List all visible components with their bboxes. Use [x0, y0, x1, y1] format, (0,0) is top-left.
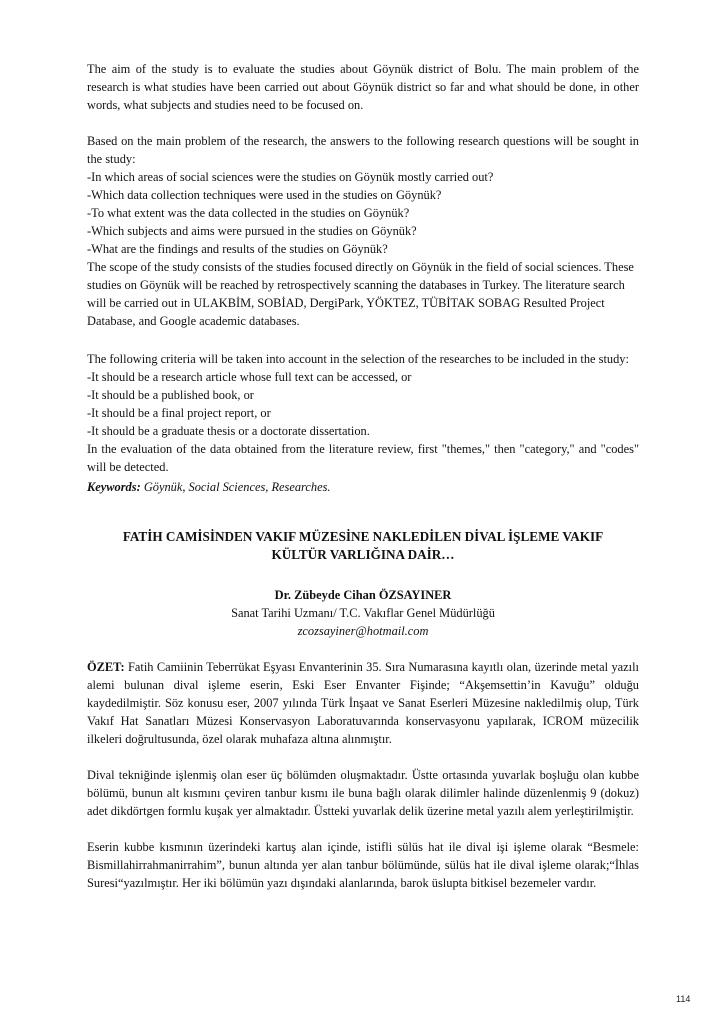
research-questions-intro: Based on the main problem of the research, the answers to the following research questions will be sought in the study:: [87, 134, 639, 166]
author-block: [87, 586, 639, 640]
list-item: -It should be a final project report, or: [87, 406, 271, 420]
research-questions-list: [87, 168, 639, 258]
ozet-paragraph-1: [87, 658, 639, 748]
list-item: -In which areas of social sciences were the studies on Göynük mostly carried out?: [87, 170, 494, 184]
list-item: -It should be a graduate thesis or a doctorate dissertation.: [87, 424, 370, 438]
scope-paragraph: The scope of the study consists of the studies focused directly on Göynük in the field of social sciences. These studies on Göynük will be reached by retrospectively scanning the databases in Turkey. The literature search will be carried out in ULAKBİM, SOBİAD, DergiPark, YÖKTEZ, TÜBİTAK SOBAG Resulted Project Database, and Google academic databases.: [87, 260, 634, 328]
page-number: 114: [676, 994, 691, 1004]
list-item: -To what extent was the data collected in the studies on Göynük?: [87, 206, 410, 220]
article-title-line-2: KÜLTÜR VARLIĞINA DAİR…: [271, 547, 455, 562]
criteria-intro: The following criteria will be taken into account in the selection of the researches to be included in the study:: [87, 352, 629, 366]
list-item: -Which subjects and aims were pursued in the studies on Göynük?: [87, 224, 417, 238]
list-item: -What are the findings and results of the studies on Göynük?: [87, 242, 388, 256]
author-name: Dr. Zübeyde Cihan ÖZSAYINER: [274, 588, 452, 602]
ozet-label: ÖZET:: [87, 660, 125, 674]
list-item: -It should be a research article whose full text can be accessed, or: [87, 370, 412, 384]
author-affiliation: Sanat Tarihi Uzmanı/ T.C. Vakıflar Genel Müdürlüğü: [231, 606, 495, 620]
ozet-text-1: Fatih Camiinin Teberrükat Eşyası Envanterinin 35. Sıra Numarasına kayıtlı olan, üzerinde metal yazılı alemi bulunan dival işleme eserin, Eski Eser Envanter Fişinde; “Akşemsettin’in Kavuğu” olduğu kaydedilmiştir. Söz konusu eser, 2007 yılında Türk İnşaat ve Sanat Eserleri Müzesine nakledilmiş olup, Türk Vakıf Hat Sanatları Müzesi Konservasyon Laboratuvarında konservasyonu yapılarak, ICROM müzecilik ilkeleri doğrultusunda, özel olarak muhafaza altına alınmıştır.: [87, 660, 639, 746]
list-item: -It should be a published book, or: [87, 388, 254, 402]
criteria-list: [87, 368, 639, 440]
keywords-label: Keywords:: [87, 480, 141, 494]
keywords-text: Göynük, Social Sciences, Researches.: [143, 480, 331, 494]
article-title: [87, 528, 639, 564]
list-item: -Which data collection techniques were used in the studies on Göynük?: [87, 188, 442, 202]
page-content: [87, 60, 639, 892]
ozet-paragraph-2: Dival tekniğinde işlenmiş olan eser üç bölümden oluşmaktadır. Üstte ortasında yuvarlak boşluğu olan kubbe bölümü, bunun alt kısmını çeviren tanbur kısmı ile buna bağlı olarak dilimler halinde düzenlenmiş 9 (dokuz) adet dikdörtgen formlu kuşak yer almaktadır. Üstteki yuvarlak delik üzerine metal yazılı alem yerleştirilmiştir.: [87, 768, 639, 818]
ozet-paragraph-3: Eserin kubbe kısmının üzerindeki kartuş alan içinde, istifli sülüs hat ile dival işi işleme olarak “Besmele: Bismillahirrahmanirrahim”, bunun altında yer alan tanbur bölümünde, sülüs hat ile dival işleme olarak;“İhlas Suresi“yazılmıştır. Her iki bölümün yazı dışındaki alanlarında, barok üslupta bitkisel bezemeler vardır.: [87, 840, 639, 890]
evaluation-paragraph: In the evaluation of the data obtained from the literature review, first "themes," then "category," and "codes" will be detected.: [87, 442, 639, 474]
abstract-paragraph-aim: The aim of the study is to evaluate the studies about Göynük district of Bolu. The main problem of the research is what studies have been carried out about Göynük district so far and what should be done, in other words, what subjects and studies need to be focused on.: [87, 62, 639, 112]
article-title-line-1: FATİH CAMİSİNDEN VAKIF MÜZESİNE NAKLEDİLEN DİVAL İŞLEME VAKIF: [122, 529, 604, 544]
author-email: zcozsayiner@hotmail.com: [297, 624, 429, 638]
keywords-line: [87, 478, 639, 496]
